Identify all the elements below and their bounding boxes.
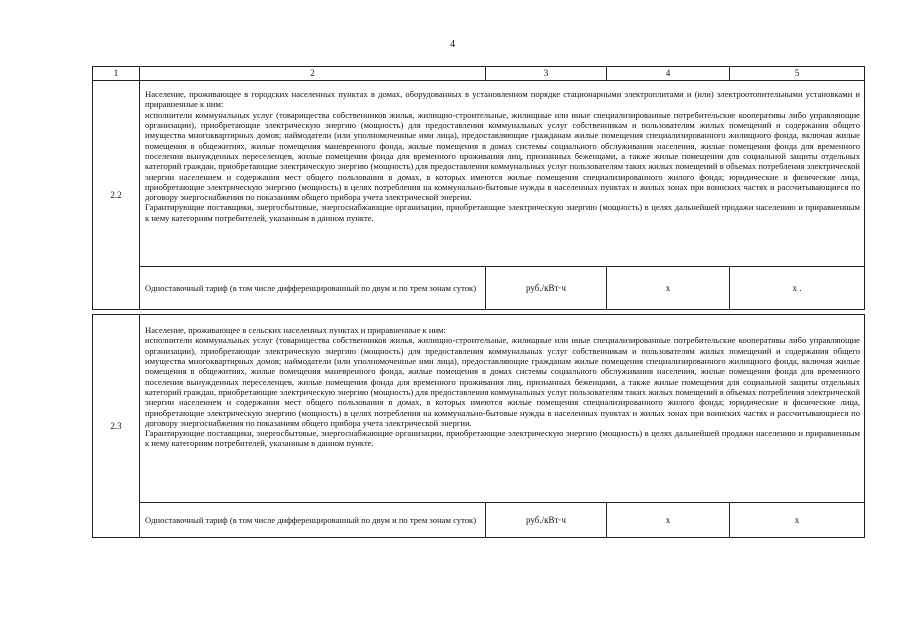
tariff-row	[93, 267, 865, 310]
tariff-col5-value: х .	[730, 267, 865, 310]
tariff-col5-value: х	[730, 503, 865, 538]
table-row	[93, 315, 865, 503]
header-col-3: 3	[486, 67, 607, 81]
description-cell	[140, 81, 865, 267]
tariff-table	[92, 66, 865, 538]
description-suppliers: Гарантирующие поставщики, энергосбытовые, энергоснабжающие организации, приобретающие электрическую энергию (мощность) в целях дальнейшей продажи населению и приравненным к нему категориям потребителей, указанным в данном пункте.	[145, 202, 860, 223]
header-col-4: 4	[607, 67, 730, 81]
header-col-1: 1	[93, 67, 140, 81]
description-cell	[140, 315, 865, 503]
row-number: 2.2	[93, 81, 140, 310]
header-col-5: 5	[730, 67, 865, 81]
description-consumers: исполнители коммунальных услуг (товарищества собственников жилья, жилищно-строительные, жилищные или иные специализированные потребительские кооперативы либо управляющие организации), приобретающие электрическую энергию (мощность) для предоставления коммунальных услуг собственникам и пользователям жилых помещений и содержания общего имущества многоквартирных домов; наймодатели (или уполномоченные ими лица), предоставляющие гражданам жилые помещения специализированного жилищного фонда, включая жилые помещения в общежитиях, жилые помещения маневренного фонда, жилые помещения в домах системы социального обслуживания населения, жилые помещения фонда для временного поселения вынужденных переселенцев, жилые помещения фонда для временного проживания лиц, признанных беженцами, а также жилые помещения для социальной защиты отдельных категорий граждан, приобретающие электрическую энергию (мощность) для предоставления коммунальных услуг пользователям таких жилых помещений в объемах потребления электрической энергии населением и содержания мест общего пользования в домах, в которых имеются жилые помещения специализированного жилого фонда; юридические и физические лица, приобретающие электрическую энергию (мощность) в целях потребления на коммунально-бытовые нужды в населенных пунктах и жилых зонах при воинских частях и рассчитывающиеся по договору энергоснабжения по показаниям общего прибора учета электрической энергии.	[145, 109, 860, 203]
tariff-unit: руб./кВт·ч	[486, 503, 607, 538]
tariff-col4-value: х	[607, 503, 730, 538]
page-number: 4	[450, 39, 455, 50]
tariff-label: Одноставочный тариф (в том числе дифференцированный по двум и по трем зонам суток)	[140, 503, 486, 538]
tariff-unit: руб./кВт·ч	[486, 267, 607, 310]
description-suppliers: Гарантирующие поставщики, энергосбытовые, энергоснабжающие организации, приобретающие электрическую энергию (мощность) в целях дальнейшей продажи населению и приравненным к нему категориям потребителей, указанным в данном пункте.	[145, 428, 860, 449]
tariff-label: Одноставочный тариф (в том числе дифференцированный по двум и по трем зонам суток)	[140, 267, 486, 310]
description-intro: Население, проживающее в сельских населенных пунктах и приравненные к ним:	[145, 325, 446, 335]
tariff-col4-value: х	[607, 267, 730, 310]
header-row	[93, 67, 865, 81]
description-consumers: исполнители коммунальных услуг (товарищества собственников жилья, жилищно-строительные, жилищные или иные специализированные потребительские кооперативы либо управляющие организации), приобретающие электрическую энергию (мощность) для предоставления коммунальных услуг собственникам и пользователям жилых помещений и содержания общего имущества многоквартирных домов; наймодатели (или уполномоченные ими лица), предоставляющие гражданам жилые помещения специализированного жилищного фонда, включая жилые помещения в общежитиях, жилые помещения маневренного фонда, жилые помещения в домах системы социального обслуживания населения, жилые помещения фонда для временного поселения вынужденных переселенцев, жилые помещения фонда для временного проживания лиц, признанных беженцами, а также жилые помещения для социальной защиты отдельных категорий граждан, приобретающие электрическую энергию (мощность) для предоставления коммунальных услуг пользователям таких жилых помещений в объемах потребления электрической энергии населением и содержания мест общего пользования в домах, в которых имеются жилые помещения специализированного жилого фонда; юридические и физические лица, приобретающие электрическую энергию (мощность) в целях потребления на коммунально-бытовые нужды в населенных пунктах и жилых зонах при воинских частях и рассчитывающиеся по договору энергоснабжения по показаниям общего прибора учета электрической энергии.	[145, 335, 860, 428]
header-col-2: 2	[140, 67, 486, 81]
tariff-row	[93, 503, 865, 538]
table-row	[93, 81, 865, 267]
row-number: 2.3	[93, 315, 140, 538]
description-intro: Население, проживающее в городских населенных пунктах в домах, оборудованных в установленном порядке стационарными электроплитами и (или) электроотопительными установками и приравненные к ним:	[145, 89, 860, 110]
